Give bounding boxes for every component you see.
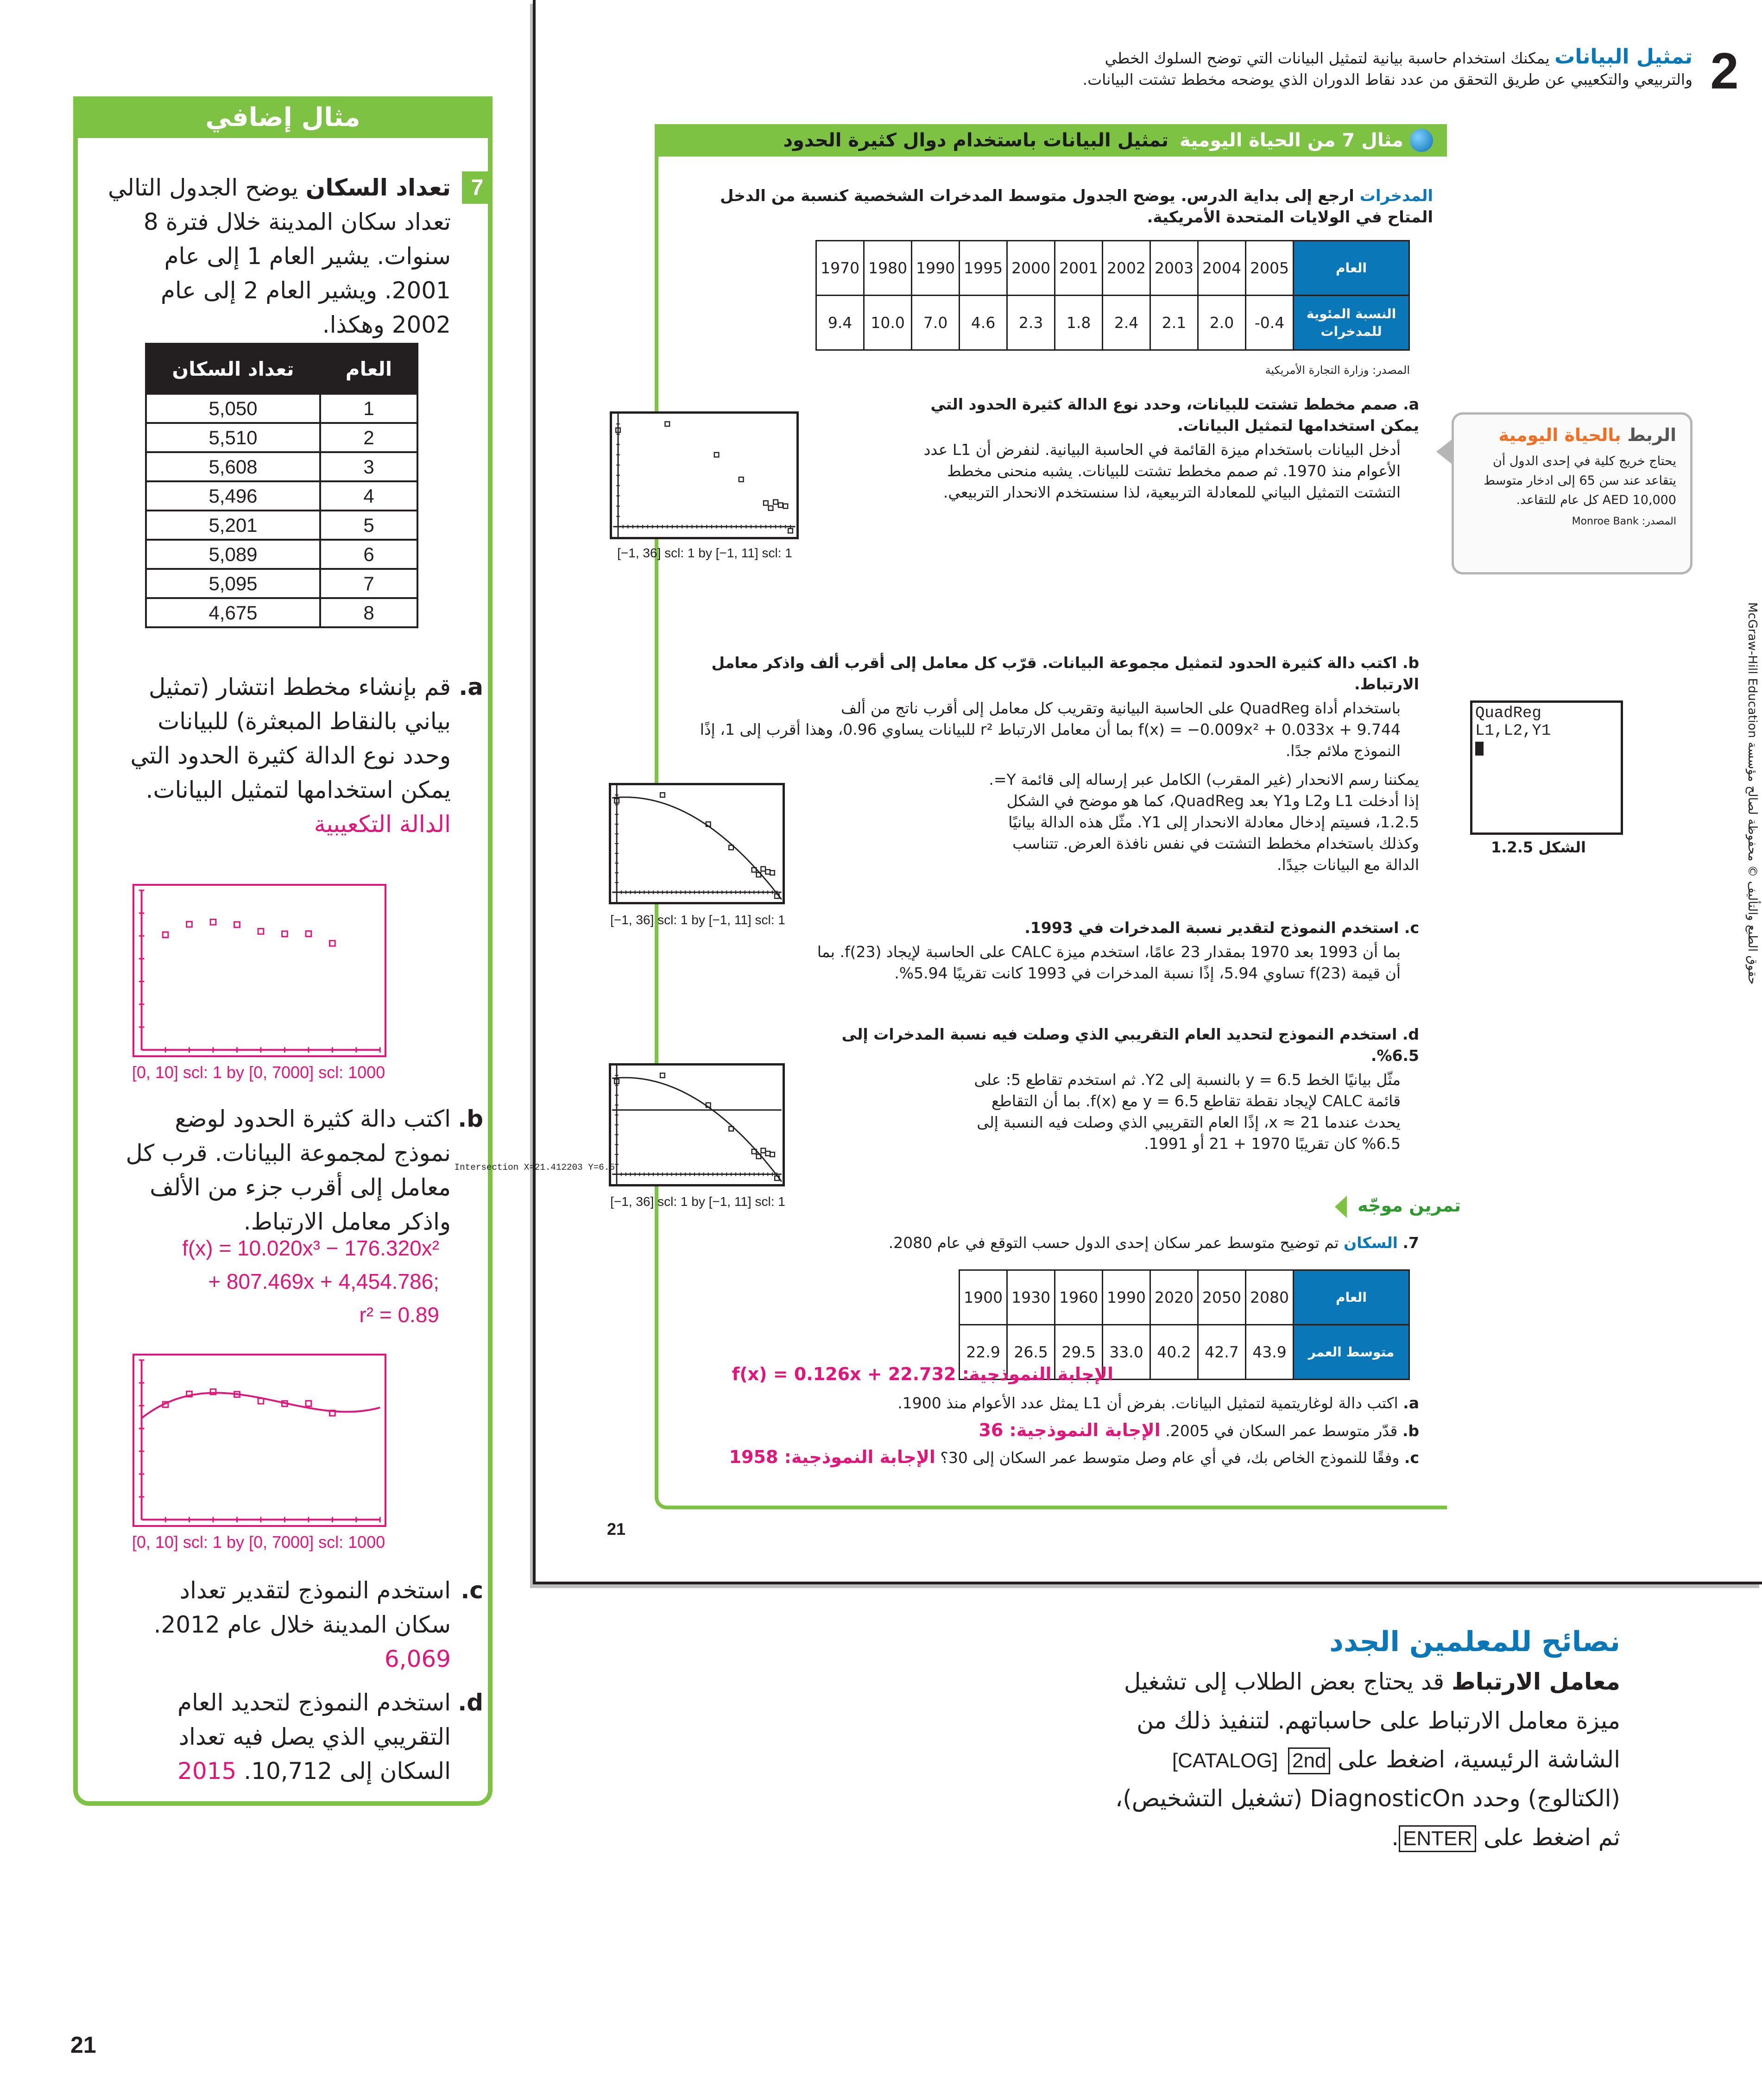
sidebar-part-b-text: اكتب دالة كثيرة الحدود لوضع نموذج لمجموعة البيانات. قرب كل معامل إلى أقرب جزء من الألف واذكر معامل الارتباط. <box>126 1105 451 1235</box>
data-point <box>769 506 773 511</box>
sidebar-term: تعداد السكان <box>305 174 451 201</box>
table-cell: 5,608 <box>146 452 320 481</box>
new-teacher-tips <box>1087 1621 1620 1857</box>
table-cell: 22.9 <box>960 1325 1007 1380</box>
tips-text-2: (الكتالوج) وحدد DiagnosticOn (تشغيل التشخيص)، ثم اضغط على <box>1115 1785 1620 1851</box>
part-b-question: اكتب دالة كثيرة الحدود لتمثيل مجموعة البيانات. قرّب كل معامل إلى أقرب ألف واذكر معامل الارتباط. <box>711 654 1419 693</box>
student-page-number: 21 <box>607 1520 626 1539</box>
data-point <box>660 793 665 797</box>
table-cell: 2.0 <box>1198 296 1246 350</box>
table-cell: 2.3 <box>1007 296 1055 350</box>
lesson-number: 2 <box>1710 43 1739 100</box>
key-concept-title: تمثيل البيانات <box>1554 45 1693 69</box>
table-cell: 5,201 <box>146 511 320 540</box>
data-point <box>665 422 669 426</box>
table-cell: 1900 <box>960 1270 1007 1325</box>
table-cell: 2003 <box>1150 241 1198 296</box>
plot-window-caption: [0, 10] scl: 1 by [0, 7000] scl: 1000 <box>132 1532 385 1551</box>
table-cell: 40.2 <box>1150 1325 1198 1380</box>
calculator-scatter-screen <box>610 411 799 539</box>
tips-term: معامل الارتباط <box>1452 1668 1620 1695</box>
table-cell: 2004 <box>1198 241 1246 296</box>
data-point <box>282 931 288 937</box>
table-cell: 1.8 <box>1055 296 1103 350</box>
tips-title: نصائح للمعلمين الجدد <box>1329 1626 1620 1658</box>
sidebar-part-a <box>117 670 483 841</box>
real-world-title-a: الربط <box>1627 425 1676 445</box>
sidebar-part-c <box>117 1573 483 1676</box>
part-letter: c. <box>461 1577 483 1604</box>
sidebar-part-b-answer <box>106 1231 439 1331</box>
population-table-header-year: العام <box>320 344 417 394</box>
page-number: 21 <box>70 2032 96 2058</box>
table-cell: 5,089 <box>146 540 320 569</box>
part-letter: a. <box>459 674 483 700</box>
cursor-block-icon <box>1475 742 1484 756</box>
population-table <box>145 343 418 628</box>
table-cell: 5,510 <box>146 423 320 452</box>
guided-a-answer-label: الإجابة النموذجية: <box>962 1364 1113 1384</box>
sidebar-part-c-answer: 6,069 <box>384 1646 451 1672</box>
key-catalog: [CATALOG] <box>1172 1749 1278 1772</box>
guided-question <box>817 1232 1419 1254</box>
table-cell: 1970 <box>816 241 864 296</box>
part-b-answer-1: باستخدام أداة QuadReg على الحاسبة البيانية وتقريب كل معامل إلى أقرب ناتج من ألف <box>840 699 1401 717</box>
regression-curve <box>612 1078 782 1181</box>
table-cell: 2080 <box>1246 1270 1294 1325</box>
guided-part-a <box>817 1393 1419 1414</box>
part-letter: c. <box>1404 919 1419 937</box>
data-point <box>765 1151 770 1156</box>
table-cell: 5,496 <box>146 481 320 511</box>
calculator-window-caption: [−1, 36] scl: 1 by [−1, 11] scl: 1 <box>617 546 792 560</box>
callout-pointer-icon <box>1436 438 1454 466</box>
data-point <box>660 1073 665 1078</box>
table-cell: 2001 <box>1055 241 1103 296</box>
data-point <box>773 500 778 505</box>
scatter-plot-population <box>133 884 386 1057</box>
part-c-answer: بما أن 1993 بعد 1970 بمقدار 23 عامًا، استخدم ميزة CALC على الحاسبة لإيجاد f(23). بما أن قيمة f(23) تساوي 5.94، إذًا نسبة المدخرات في 1993 كانت تقريبًا 5.94%. <box>817 943 1401 982</box>
median-age-table-header-year: العام <box>1294 1270 1409 1325</box>
example-label: مثال 7 من الحياة اليومية <box>1179 130 1403 151</box>
figure-caption: الشكل 1.2.5 <box>1491 839 1586 856</box>
copyright-notice: حقوق الطبع والتأليف © محفوظة لصالح مؤسسة McGraw-Hill Education <box>1745 602 1759 985</box>
sidebar-part-a-answer: الدالة التكعيبية <box>314 811 451 838</box>
example-intro-text: ارجع إلى بداية الدرس. يوضح الجدول متوسط المدخرات الشخصية كنسبة من الدخل المتاح في الولايات المتحدة الأمريكية. <box>720 187 1433 227</box>
population-table-header-pop: تعداد السكان <box>146 344 320 394</box>
example-part-c <box>817 917 1419 984</box>
table-cell: 2000 <box>1007 241 1055 296</box>
data-point <box>329 940 335 946</box>
example-intro-term: المدخرات <box>1359 187 1433 205</box>
real-world-text: يحتاج خريج كلية في إحدى الدول أن يتقاعد عند سن 65 إلى ادخار متوسط AED 10,000 كل عام للتقاعد. <box>1484 454 1676 507</box>
guided-part-c <box>632 1446 1419 1469</box>
data-point <box>163 932 168 938</box>
quadreg-screen <box>1470 700 1623 835</box>
sidebar-part-c-text: استخدم النموذج لتقدير تعداد سكان المدينة خلال عام 2012. <box>153 1577 451 1638</box>
part-letter: a. <box>1403 395 1419 413</box>
answer-line: f(x) = 10.020x³ − 176.320x² <box>182 1236 439 1260</box>
table-cell: 1930 <box>1007 1270 1055 1325</box>
table-cell: 1995 <box>960 241 1007 296</box>
table-cell: 2 <box>320 423 417 452</box>
part-a-question: صمم مخطط تشتت للبيانات، وحدد نوع الدالة كثيرة الحدود التي يمكن استخدامها لتمثيل البيانات. <box>930 395 1419 435</box>
table-cell: 5 <box>320 511 417 540</box>
data-point <box>306 1401 311 1406</box>
globe-icon <box>1410 129 1433 152</box>
table-cell: 29.5 <box>1055 1325 1103 1380</box>
guided-part-b <box>817 1419 1419 1442</box>
guided-a-answer-value: f(x) = 0.126x + 22.732 <box>732 1364 956 1384</box>
calculator-window-caption: [−1, 36] scl: 1 by [−1, 11] scl: 1 <box>610 913 785 927</box>
data-point <box>761 1148 766 1153</box>
example-part-a <box>909 394 1419 503</box>
table-cell: 2002 <box>1103 241 1150 296</box>
table-source: المصدر: وزارة التجارة الأمريكية <box>1265 364 1410 377</box>
guided-arrow-icon <box>1335 1196 1347 1218</box>
table-cell: 2050 <box>1198 1270 1246 1325</box>
guided-term: السكان <box>1343 1234 1398 1252</box>
part-letter: d. <box>1402 1025 1419 1043</box>
data-point <box>764 501 768 505</box>
sidebar-part-d <box>117 1685 483 1788</box>
savings-table-header-year: العام <box>1294 241 1409 296</box>
plot-window-caption: [0, 10] scl: 1 by [0, 7000] scl: 1000 <box>132 1063 385 1082</box>
part-b-answer-3: يمكننا رسم الانحدار (غير المقرب) الكامل عبر إرساله إلى قائمة Y=. إذا أدخلت L1 وL2 وY1 بعد QuadReg، كما هو موضح في الشكل 1.2.5، فسيتم إدخال معادلة الانحدار إلى Y1. مثّل هذه الدالة بيانيًا وكذلك باستخدام مخطط التشتت في نفس نافذة العرض. تتناسب الدالة مع البيانات جيدًا. <box>989 770 1419 874</box>
part-a-answer: أدخل البيانات باستخدام ميزة القائمة في الحاسبة البيانية. لنفرض أن L1 عدد الأعوام منذ 1970. ثم صمم مخطط تشتت للبيانات. يشبه منحنى مخطط التشتت التمثيل البياني للمعادلة التربيعية، لذا سنستخدم الانحدار التربيعي. <box>923 441 1401 501</box>
part-letter: a. <box>1403 1394 1419 1412</box>
part-letter: d. <box>458 1689 483 1716</box>
table-cell: 3 <box>320 452 417 481</box>
answer-line: + 807.469x + 4,454.786; <box>208 1269 439 1293</box>
real-world-link-box <box>1452 412 1693 574</box>
data-point <box>714 453 719 457</box>
data-point <box>739 477 744 482</box>
table-cell: 43.9 <box>1246 1325 1294 1380</box>
example-part-b <box>669 652 1419 762</box>
regression-plot-population <box>133 1354 386 1527</box>
real-world-title <box>1454 415 1690 445</box>
guided-b-answer: الإجابة النموذجية: 36 <box>979 1420 1161 1440</box>
calculator-regression-screen <box>609 783 785 904</box>
regression-curve <box>142 1393 380 1419</box>
guided-a-text: اكتب دالة لوغاريتمية لتمثيل البيانات. بفرض أن L1 يمثل عدد الأعوام منذ 1900. <box>897 1394 1398 1412</box>
table-cell: 8 <box>320 598 417 627</box>
data-point <box>761 867 765 871</box>
table-cell: 4 <box>320 481 417 511</box>
table-cell: 2020 <box>1150 1270 1198 1325</box>
data-point <box>258 928 264 934</box>
table-cell: 42.7 <box>1198 1325 1246 1380</box>
data-point <box>306 931 311 937</box>
guided-c-answer: الإجابة النموذجية: 1958 <box>729 1447 935 1467</box>
part-b-answer-2: f(x) = −0.009x² + 0.033x + 9.744 بما أن معامل الارتباط r² للبيانات يساوي 0.96، وهذا أقرب إلى 1، إذًا النموذج ملائم جدًا. <box>700 720 1401 760</box>
sidebar-part-b <box>117 1102 483 1239</box>
sidebar-intro <box>99 170 451 342</box>
example-title: تمثيل البيانات باستخدام دوال كثيرة الحدود <box>783 130 1168 151</box>
savings-table-header-percent: النسبة المئوية للمدخرات <box>1294 296 1409 350</box>
guided-b-text: قدّر متوسط عمر السكان في 2005. <box>1165 1422 1398 1440</box>
sidebar-title: مثال إضافي <box>73 96 493 138</box>
median-age-table-header-age: متوسط العمر <box>1294 1325 1409 1380</box>
table-cell: 7 <box>320 569 417 598</box>
sidebar-part-a-text: قم بإنشاء مخطط انتشار (تمثيل بياني بالنقاط المبعثرة) للبيانات وحدد نوع الدالة كثيرة الحدود التي يمكن استخدامها لتمثيل البيانات. <box>130 674 451 803</box>
example-part-d <box>817 1024 1419 1154</box>
data-point <box>765 870 770 874</box>
guided-practice-label <box>1335 1195 1461 1218</box>
example-number-badge: 7 <box>462 171 493 204</box>
real-world-title-b: بالحياة اليومية <box>1498 425 1621 445</box>
table-cell: 1960 <box>1055 1270 1103 1325</box>
example-intro <box>673 185 1433 228</box>
data-point <box>770 1152 775 1157</box>
guided-number: 7. <box>1402 1234 1419 1252</box>
real-world-source: المصدر: Monroe Bank <box>1572 516 1676 527</box>
table-cell: 9.4 <box>816 296 864 350</box>
savings-table <box>815 240 1410 351</box>
table-cell: 1980 <box>864 241 912 296</box>
key-concept-text: يمكنك استخدام حاسبة بيانية لتمثيل البيانات التي توضح السلوك الخطي والتربيعي والتكعيبي عن طريق التحقق من عدد نقاط الدوران الذي يوضحه مخطط تشتت البيانات. <box>1082 49 1693 88</box>
table-cell: 5,095 <box>146 569 320 598</box>
key-2nd: 2nd <box>1288 1747 1330 1774</box>
part-letter: b. <box>458 1105 483 1132</box>
table-cell: 33.0 <box>1103 1325 1150 1380</box>
table-cell: 7.0 <box>912 296 960 350</box>
table-cell: 26.5 <box>1007 1325 1055 1380</box>
regression-curve <box>612 797 781 900</box>
table-cell: 2.4 <box>1103 296 1150 350</box>
table-cell: 5,050 <box>146 394 320 423</box>
part-c-question: استخدم النموذج لتقدير نسبة المدخرات في 1993. <box>1024 919 1399 937</box>
data-point <box>778 503 783 507</box>
table-cell: -0.4 <box>1246 296 1294 350</box>
key-concept <box>1053 46 1693 90</box>
tips-text-1: قد يحتاج بعض الطلاب إلى تشغيل ميزة معامل الارتباط على حاسباتهم. لتنفيذ ذلك من الشاشة الرئيسية، اضغط على <box>1124 1668 1620 1773</box>
part-d-question: استخدم النموذج لتحديد العام التقريبي الذي وصلت فيه نسبة المدخرات إلى 6.5%. <box>841 1025 1419 1065</box>
answer-line: r² = 0.89 <box>359 1303 439 1327</box>
table-cell: 2005 <box>1246 241 1294 296</box>
guided-c-text: وفقًا للنموذج الخاص بك، في أي عام وصل متوسط عمر السكان إلى 30؟ <box>940 1449 1400 1467</box>
table-cell: 4.6 <box>960 296 1007 350</box>
data-point <box>234 922 240 927</box>
table-cell: 2.1 <box>1150 296 1198 350</box>
data-point <box>788 529 793 533</box>
sidebar-part-d-answer: 2015 <box>177 1758 237 1785</box>
guided-text: تم توضيح متوسط عمر سكان إحدى الدول حسب التوقع في عام 2080. <box>888 1234 1339 1252</box>
part-letter: c. <box>1404 1449 1419 1467</box>
calculator-window-caption: [−1, 36] scl: 1 by [−1, 11] scl: 1 <box>610 1194 785 1209</box>
guided-practice-text: تمرين موجّه <box>1358 1195 1461 1216</box>
table-cell: 1 <box>320 394 417 423</box>
table-cell: 6 <box>320 540 417 569</box>
table-cell: 10.0 <box>864 296 912 350</box>
tips-body: معامل الارتباط قد يحتاج بعض الطلاب إلى تشغيل ميزة معامل الارتباط على حاسباتهم. لتنفيذ ذلك من الشاشة الرئيسية، اضغط على 2nd [CATALOG] (الكتالوج) وحدد DiagnosticOn (تشغيل التشخيص)، ثم اضغط على ENTER. <box>1087 1662 1620 1857</box>
part-d-answer: مثّل بيانيًا الخط y = 6.5 بالنسبة إلى Y2. ثم استخدم تقاطع 5: على قائمة CALC لإيجاد نقطة تقاطع y = 6.5 مع f(x). بما أن التقاطع يحدث عندما x ≈ 21، إذًا العام التقريبي الذي وصلت فيه النسبة إلى 6.5% كان تقريبًا 1970 + 21 أو 1991. <box>974 1071 1401 1153</box>
sidebar-intro-text: يوضح الجدول التالي تعداد سكان المدينة خلال فترة 8 سنوات. يشير العام 1 إلى عام 2001. ويشير العام 2 إلى عام 2002 وهكذا. <box>107 174 451 338</box>
calculator-intersection-screen <box>454 1063 785 1186</box>
table-cell: 1990 <box>1103 1270 1150 1325</box>
student-page-inset <box>454 0 1762 1584</box>
data-point <box>770 870 775 875</box>
guided-a-answer <box>732 1364 1113 1384</box>
key-enter: ENTER <box>1399 1825 1476 1852</box>
table-cell: 1990 <box>912 241 960 296</box>
sidebar-part-d-text: استخدم النموذج لتحديد العام التقريبي الذي يصل فيه تعداد السكان إلى 10,712. <box>177 1689 451 1785</box>
quadreg-text: QuadReg L1,L2,Y1 <box>1475 705 1551 740</box>
additional-example-sidebar <box>73 96 493 1806</box>
part-letter: b. <box>1402 1422 1419 1440</box>
data-point <box>210 919 216 925</box>
part-letter: b. <box>1402 654 1419 672</box>
table-cell: 4,675 <box>146 598 320 627</box>
example-header-bar <box>655 124 1447 157</box>
data-point <box>783 504 788 509</box>
data-point <box>187 921 192 927</box>
intersection-readout: Intersection X=21.412203 Y=6.5 <box>454 1162 615 1173</box>
